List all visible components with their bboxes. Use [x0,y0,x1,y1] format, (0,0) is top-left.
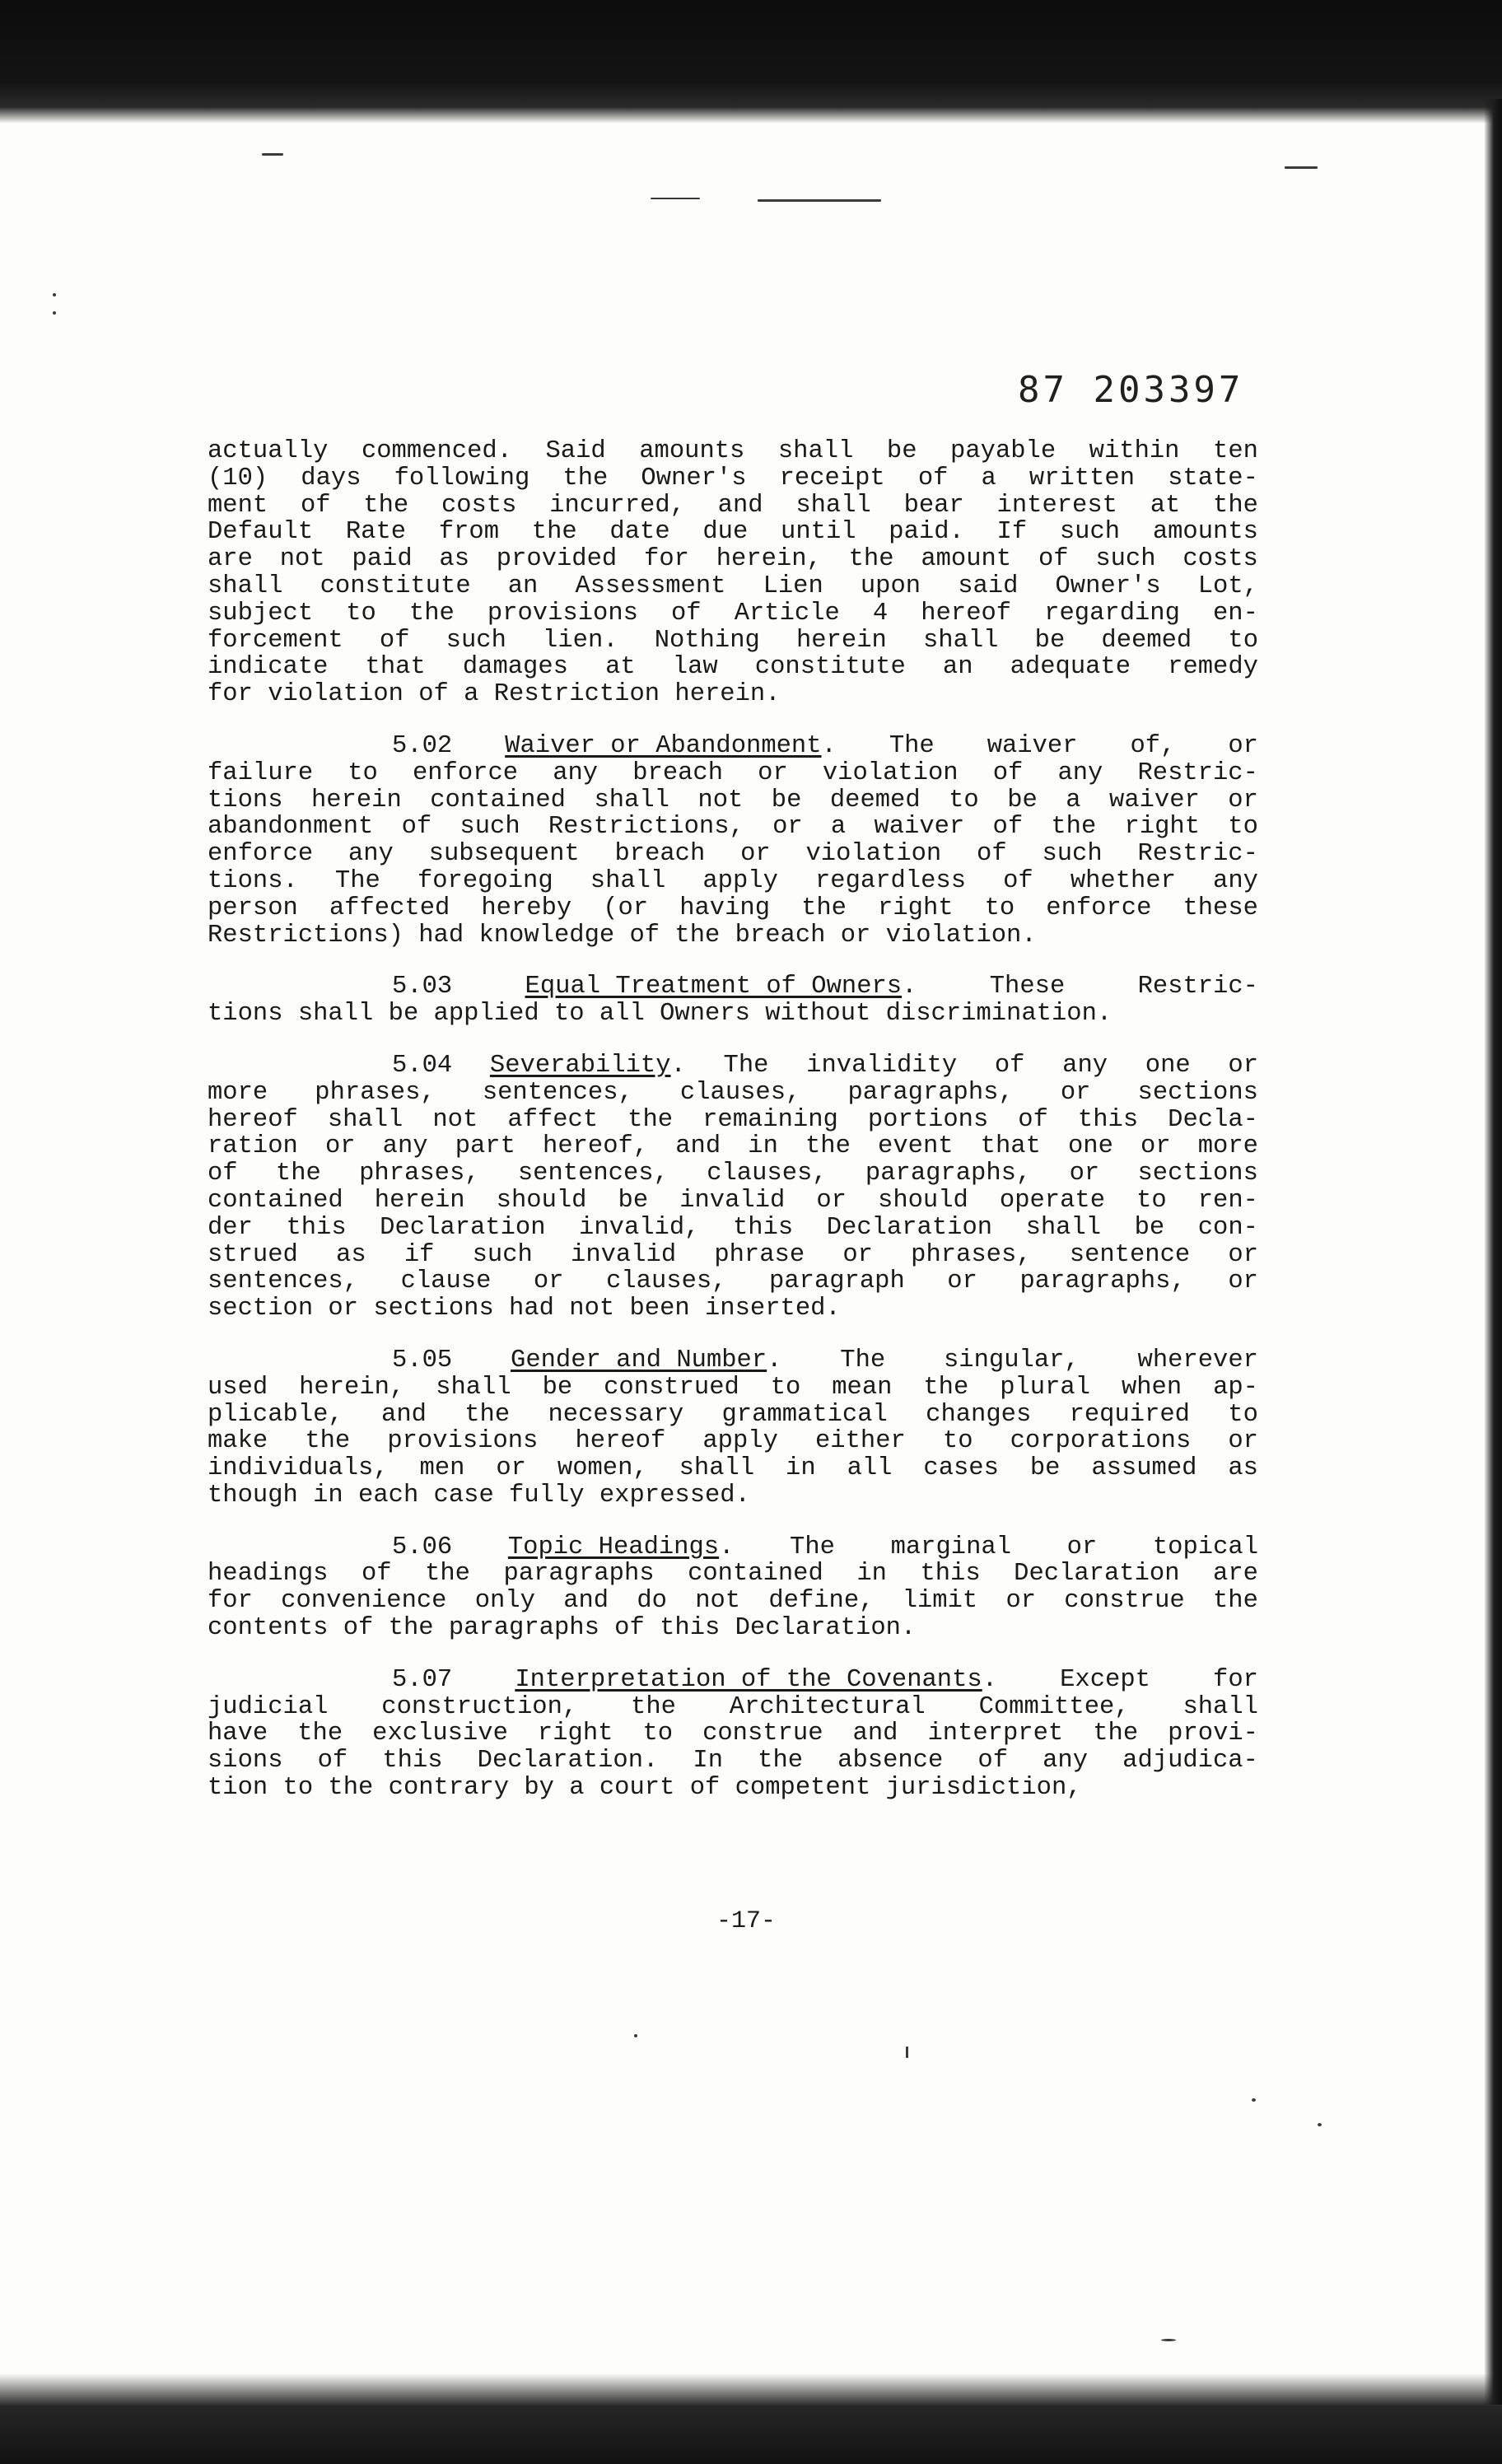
section-number: 5.06 [392,1533,453,1561]
text-line: der this Declaration invalid, this Declaration shall be con- [208,1213,1258,1242]
text-line: (10) days following the Owner's receipt of a written state- [208,464,1258,492]
section-number: 5.07 [392,1665,453,1694]
text-line: ment of the costs incurred, and shall bear interest at the [208,491,1258,520]
paragraph-gap [208,1642,1258,1667]
text-line: section or sections had not been inserted. [208,1295,841,1323]
section-first-line-rest: . [767,1346,782,1374]
paragraph-5-02 [208,733,1258,949]
text-line: are not paid as provided for herein, the amount of such costs [208,545,1258,574]
text-line: indicate that damages at law constitute an adequate remedy [208,653,1258,682]
paragraph-gap [208,949,1258,973]
text-line: strued as if such invalid phrase or phrases, sentence or [208,1240,1258,1269]
text-line: for violation of a Restriction herein. [208,680,781,709]
scan-speck [1161,2339,1176,2341]
text-line: for convenience only and do not define, limit or construe the [208,1587,1258,1616]
section-heading: Waiver or Abandonment [505,731,822,760]
paragraph-5-05 [208,1347,1258,1510]
document-recording-number: 87 203397 [1018,369,1244,411]
section-heading: Equal Treatment of Owners [525,973,903,1001]
scan-speck [1252,2098,1256,2102]
text-line: abandonment of such Restrictions, or a waiver of the right to [208,813,1258,842]
text-line: shall constitute an Assessment Lien upon said Owner's Lot, [208,572,1258,600]
text-line: sions of this Declaration. In the absence of any adjudica- [208,1747,1258,1776]
scan-speck [53,293,56,296]
scan-border-bottom [0,2373,1502,2464]
text-line: individuals, men or women, shall in all cases be assumed as [208,1454,1258,1483]
scan-speck [634,2034,637,2037]
text-line: forcement of such lien. Nothing herein shall be deemed to [208,626,1258,655]
text-line: headings of the paragraphs contained in this Declaration are [208,1560,1258,1589]
text-line: ration or any part hereof, and in the event that one or more [208,1132,1258,1161]
text-line: of the phrases, sentences, clauses, paragraphs, or sections [208,1160,1258,1188]
paragraph-5-06 [208,1534,1258,1642]
scan-speck [53,311,56,315]
section-first-line: 5.07 Interpretation of the Covenants. Except for [392,1665,1258,1694]
text-line: Restrictions) had knowledge of the breach or violation. [208,921,1037,950]
text-line: failure to enforce any breach or violation of any Restric- [208,758,1258,787]
text-line: tions. The foregoing shall apply regardless of whether any [208,866,1258,895]
section-number: 5.02 [392,731,453,760]
section-first-line: 5.02 Waiver or Abandonment. The waiver of, or [392,731,1258,760]
text-line: sentences, clause or clauses, paragraph or paragraphs, or [208,1267,1258,1296]
section-number: 5.04 [392,1051,453,1080]
paragraph-5-04 [208,1052,1258,1323]
section-first-line-rest: . [670,1051,686,1080]
text-line: actually commenced. Said amounts shall be payable within ten [208,437,1258,465]
paragraph-continuation [208,438,1258,708]
text-line: judicial construction, the Architectural Committee, shall [208,1692,1258,1721]
section-first-line-rest: . [982,1665,998,1694]
text-line: tion to the contrary by a court of competent jurisdiction, [208,1774,1082,1803]
scan-speck [758,199,881,202]
text-line: more phrases, sentences, clauses, paragraphs, or sections [208,1078,1258,1107]
paragraph-5-07 [208,1667,1258,1802]
section-first-line-rest: . [902,973,917,1001]
page-number: -17- [716,1907,777,1935]
scan-speck [906,2046,908,2058]
section-heading: Severability [489,1051,671,1080]
text-line: plicable, and the necessary grammatical changes required to [208,1400,1258,1429]
text-line: tions herein contained shall not be deemed to be a waiver or [208,786,1258,814]
text-line: hereof shall not affect the remaining portions of this Decla- [208,1105,1258,1134]
section-first-line: 5.05 Gender and Number. The singular, wherever [392,1346,1258,1374]
scan-speck [651,198,700,199]
scan-speck [1285,166,1318,169]
section-first-line: 5.03 Equal Treatment of Owners. These Restric- [392,973,1258,1001]
section-first-line-rest: . [719,1533,735,1561]
text-line: have the exclusive right to construe and interpret the provi- [208,1720,1258,1748]
paragraph-gap [208,1323,1258,1347]
paragraph-gap [208,708,1258,733]
text-line: tions shall be applied to all Owners without discrimination. [208,1000,1113,1029]
text-line: subject to the provisions of Article 4 hereof regarding en- [208,599,1258,628]
section-heading: Gender and Number [511,1346,767,1374]
section-heading: Topic Headings [507,1533,720,1561]
text-line: make the provisions hereof apply either to corporations or [208,1427,1258,1456]
scan-border-right [1484,99,1502,2405]
section-first-line: 5.06 Topic Headings. The marginal or topical [392,1533,1258,1561]
text-line: though in each case fully expressed. [208,1481,750,1510]
paragraph-gap [208,1028,1258,1052]
document-body [208,438,1258,1802]
text-line: used herein, shall be construed to mean the plural when ap- [208,1373,1258,1402]
section-number: 5.03 [392,973,453,1001]
text-line: enforce any subsequent breach or violation of such Restric- [208,840,1258,869]
scan-speck [262,153,283,156]
paragraph-5-03 [208,973,1258,1028]
text-line: person affected hereby (or having the right to enforce these [208,894,1258,922]
text-line: Default Rate from the date due until paid. If such amounts [208,518,1258,547]
section-heading: Interpretation of the Covenants [515,1665,982,1694]
text-line: contained herein should be invalid or should operate to ren- [208,1186,1258,1215]
section-first-line-rest: . [821,731,837,760]
paragraph-gap [208,1510,1258,1534]
text-line: contents of the paragraphs of this Declaration. [208,1614,917,1643]
section-first-line: 5.04 Severability. The invalidity of any one or [392,1051,1258,1080]
scan-border-top [0,0,1502,124]
scan-speck [1318,2123,1322,2126]
section-number: 5.05 [392,1346,453,1374]
